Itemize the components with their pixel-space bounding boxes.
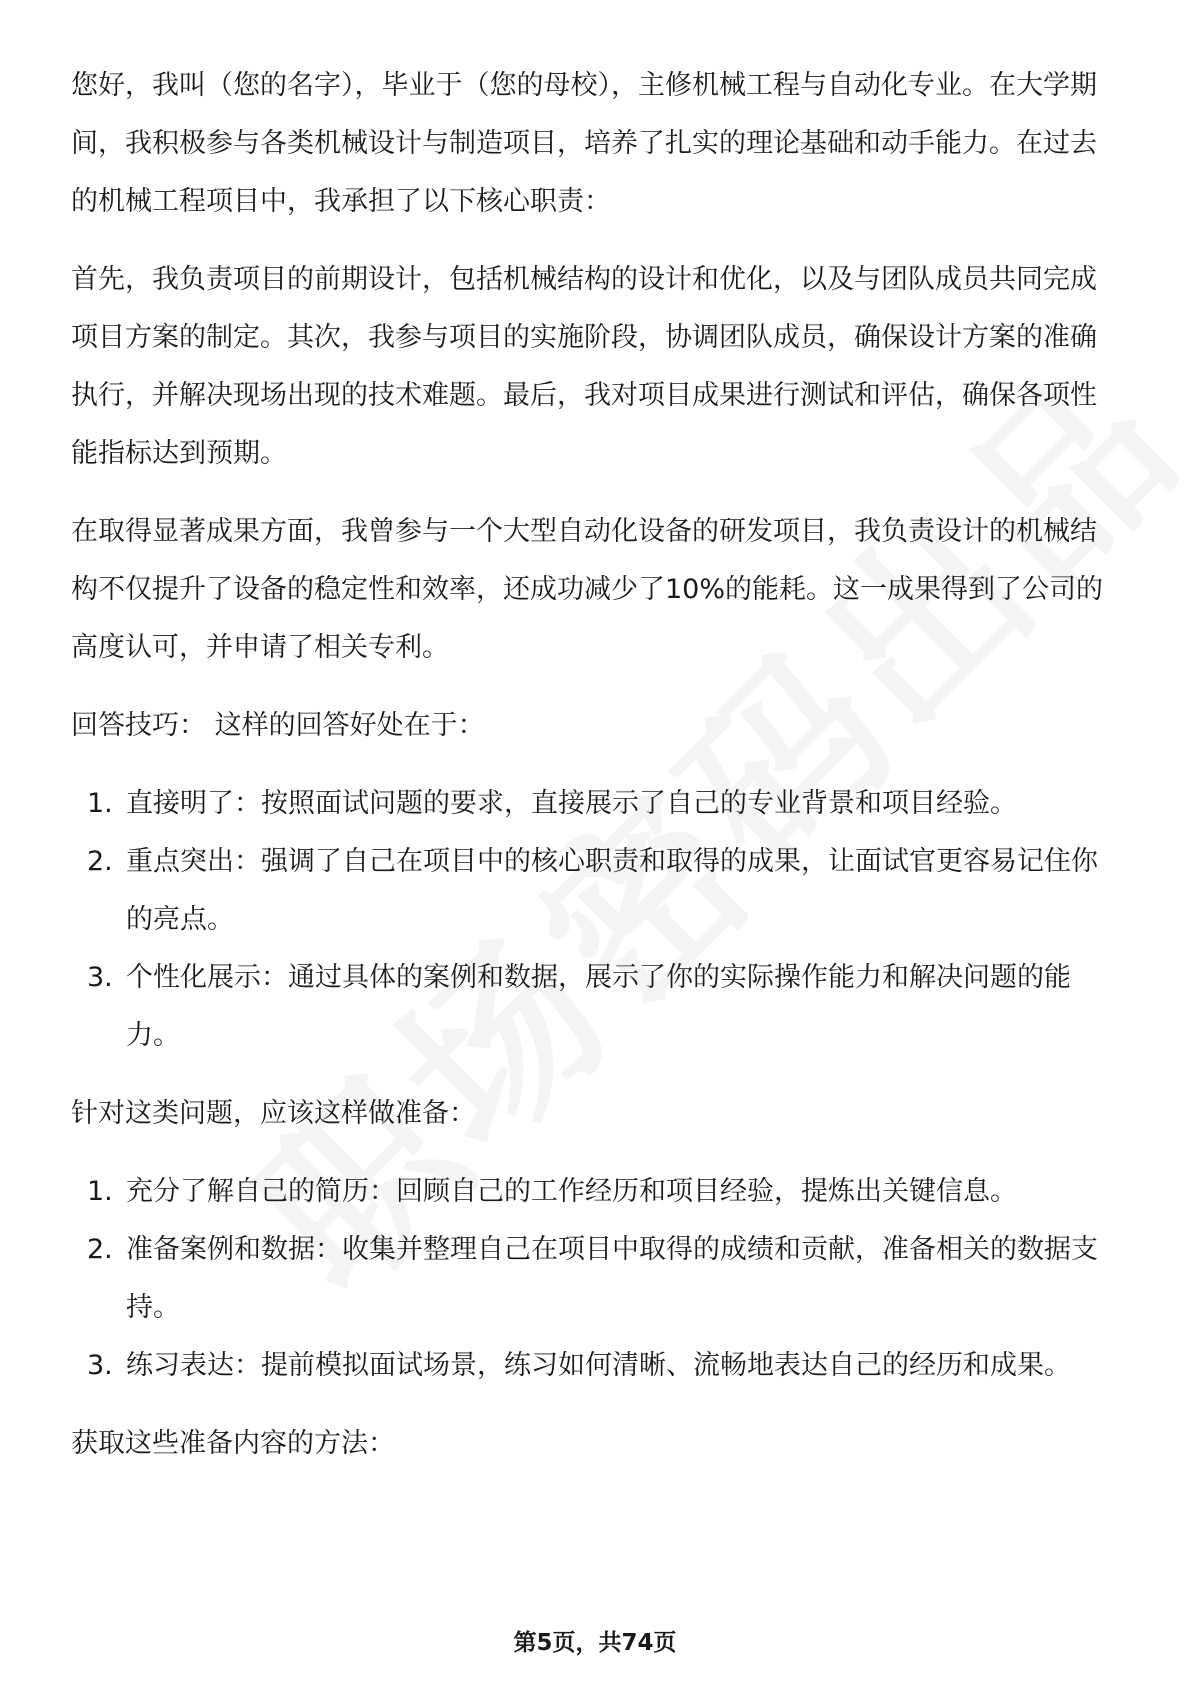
list-number: 1.: [87, 788, 113, 819]
page-number-footer: 第5页，共74页: [513, 1630, 677, 1656]
methods-heading: 获取这些准备内容的方法：: [71, 1428, 395, 1459]
list-item-text: 准备案例和数据：收集并整理自己在项目中取得的成绩和贡献，准备相关的数据支持。: [126, 1234, 1098, 1323]
tips-heading: 回答技巧： 这样的回答好处在于：: [71, 710, 485, 741]
list-number: 3.: [87, 1350, 113, 1381]
list-item: [71, 949, 1121, 1065]
list-item-text: 个性化展示：通过具体的案例和数据，展示了你的实际操作能力和解决问题的能力。: [126, 962, 1071, 1051]
list-item-text: 练习表达：提前模拟面试场景，练习如何清晰、流畅地表达自己的经历和成果。: [126, 1350, 1071, 1381]
achievement-paragraph: 在取得显著成果方面，我曾参与一个大型自动化设备的研发项目，我负责设计的机械结构不仅提升了设备的稳定性和效率，还成功减少了10%的能耗。这一成果得到了公司的高度认可，并申请了相关专利。: [71, 516, 1104, 663]
list-item-text: 直接明了：按照面试问题的要求，直接展示了自己的专业背景和项目经验。: [126, 788, 1017, 819]
prep-list: [71, 1163, 1121, 1395]
duties-paragraph: 首先，我负责项目的前期设计，包括机械结构的设计和优化，以及与团队成员共同完成项目方案的制定。其次，我参与项目的实施阶段，协调团队成员，确保设计方案的准确执行，并解决现场出现的技术难题。最后，我对项目成果进行测试和评估，确保各项性能指标达到预期。: [71, 264, 1097, 469]
list-item: [71, 1221, 1121, 1337]
prep-heading: 针对这类问题，应该这样做准备：: [71, 1098, 476, 1129]
tips-list: [71, 775, 1121, 1065]
list-number: 2.: [87, 1234, 113, 1265]
list-item: [71, 1337, 1121, 1395]
document-body: [71, 57, 1121, 1493]
list-item-text: 充分了解自己的简历：回顾自己的工作经历和项目经验，提炼出关键信息。: [126, 1176, 1017, 1207]
list-item-text: 重点突出：强调了自己在项目中的核心职责和取得的成果，让面试官更容易记住你的亮点。: [126, 846, 1098, 935]
list-item: [71, 1163, 1121, 1221]
list-number: 1.: [87, 1176, 113, 1207]
list-item: [71, 833, 1121, 949]
list-number: 2.: [87, 846, 113, 877]
list-number: 3.: [87, 962, 113, 993]
list-item: [71, 775, 1121, 833]
intro-paragraph: 您好，我叫（您的名字），毕业于（您的母校），主修机械工程与自动化专业。在大学期间，我积极参与各类机械设计与制造项目，培养了扎实的理论基础和动手能力。在过去的机械工程项目中，我承担了以下核心职责：: [71, 70, 1097, 217]
